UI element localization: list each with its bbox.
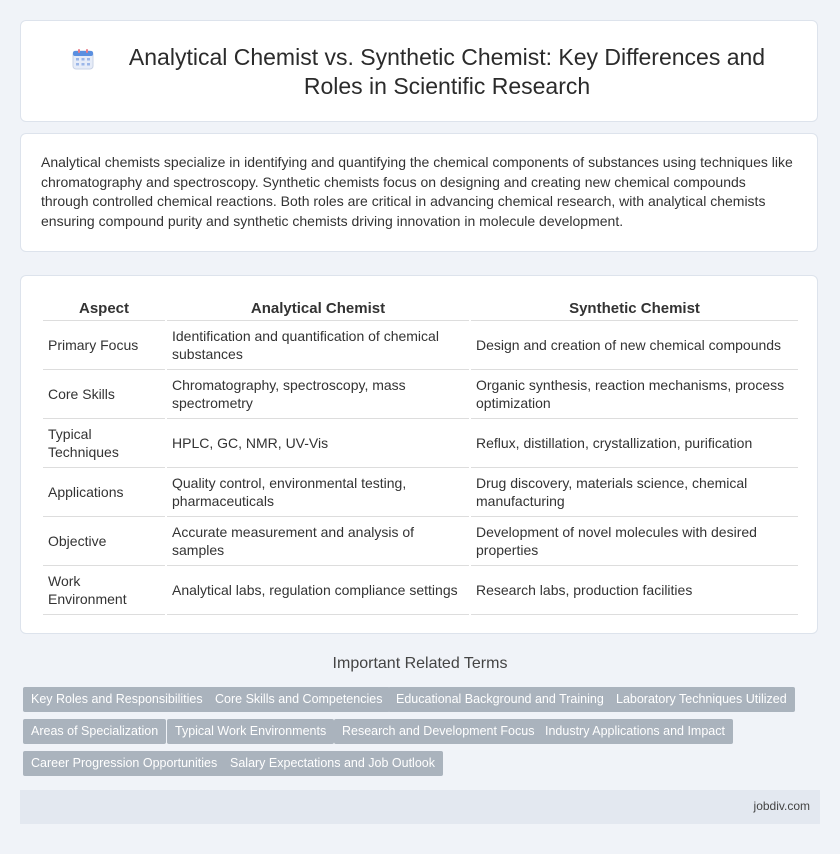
related-term-tag[interactable]: Typical Work Environments xyxy=(167,719,334,744)
table-cell: Applications xyxy=(43,468,166,517)
footer-site-link[interactable]: jobdiv.com xyxy=(753,799,810,813)
page-title: Analytical Chemist vs. Synthetic Chemist: Key Differences and Roles in Scientific Research xyxy=(128,44,766,99)
column-header: Analytical Chemist xyxy=(166,296,470,321)
calendar-icon xyxy=(71,47,95,71)
related-term-tag[interactable]: Areas of Specialization xyxy=(23,719,166,744)
header-card xyxy=(20,20,818,122)
related-term-tag[interactable]: Career Progression Opportunities xyxy=(23,751,225,776)
table-cell: HPLC, GC, NMR, UV-Vis xyxy=(166,419,470,468)
table-cell: Research labs, production facilities xyxy=(470,566,798,615)
related-term-tag[interactable]: Core Skills and Competencies xyxy=(207,687,390,712)
table-cell: Reflux, distillation, crystallization, purification xyxy=(470,419,798,468)
related-term-tag[interactable]: Key Roles and Responsibilities xyxy=(23,687,211,712)
table-row xyxy=(43,468,798,517)
table-header-row xyxy=(43,296,798,321)
table-cell: Work Environment xyxy=(43,566,166,615)
column-header: Synthetic Chemist xyxy=(470,296,798,321)
related-term-tag[interactable]: Research and Development Focus xyxy=(334,719,542,744)
table-row xyxy=(43,370,798,419)
table-cell: Drug discovery, materials science, chemical manufacturing xyxy=(470,468,798,517)
related-term-tag[interactable]: Salary Expectations and Job Outlook xyxy=(222,751,443,776)
intro-card xyxy=(20,133,818,252)
column-header: Aspect xyxy=(43,296,166,321)
table-cell: Design and creation of new chemical compounds xyxy=(470,321,798,370)
table-row xyxy=(43,566,798,615)
intro-text: Analytical chemists specialize in identifying and quantifying the chemical components of substances using techniques like chromatography and spectroscopy. Synthetic chemists focus on designing and creating new chemical compounds through controlled chemical reactions. Both roles are critical in advancing chemical research, with analytical chemists ensuring compound purity and synthetic chemists driving innovation in molecule development. xyxy=(41,154,793,229)
table-cell: Accurate measurement and analysis of samples xyxy=(166,517,470,566)
related-term-tag[interactable]: Educational Background and Training xyxy=(388,687,612,712)
related-term-tag[interactable]: Laboratory Techniques Utilized xyxy=(608,687,795,712)
table-cell: Analytical labs, regulation compliance settings xyxy=(166,566,470,615)
table-cell: Typical Techniques xyxy=(43,419,166,468)
table-cell: Development of novel molecules with desired properties xyxy=(470,517,798,566)
table-cell: Core Skills xyxy=(43,370,166,419)
table-cell: Identification and quantification of chemical substances xyxy=(166,321,470,370)
table-cell: Organic synthesis, reaction mechanisms, process optimization xyxy=(470,370,798,419)
related-terms-title: Important Related Terms xyxy=(332,655,508,672)
related-term-tag[interactable]: Industry Applications and Impact xyxy=(537,719,733,744)
table-cell: Objective xyxy=(43,517,166,566)
table-row xyxy=(43,419,798,468)
footer xyxy=(20,790,820,824)
table-row xyxy=(43,517,798,566)
comparison-table-card xyxy=(20,275,818,634)
table-cell: Primary Focus xyxy=(43,321,166,370)
table-row xyxy=(43,321,798,370)
table-cell: Quality control, environmental testing, pharmaceuticals xyxy=(166,468,470,517)
comparison-table xyxy=(43,296,798,615)
table-cell: Chromatography, spectroscopy, mass spectrometry xyxy=(166,370,470,419)
